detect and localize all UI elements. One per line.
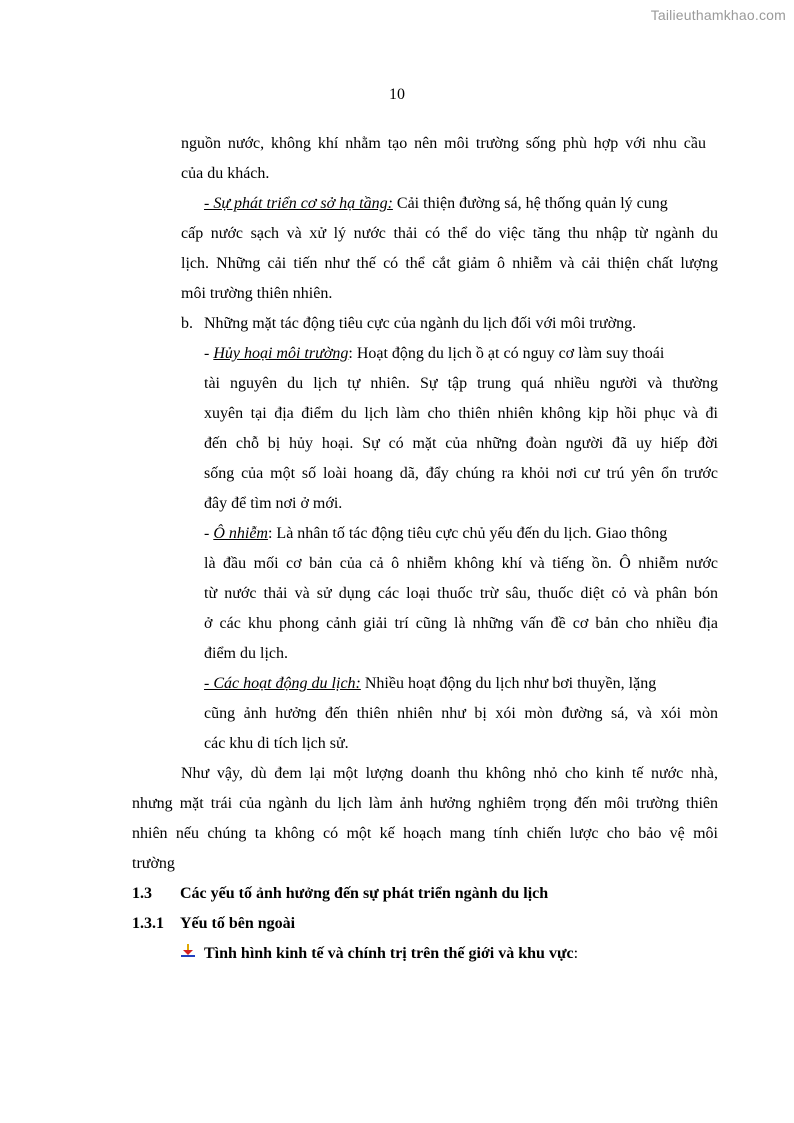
text-line: tài nguyên du lịch tự nhiên. Sự tập trung quá nhiều người và thường <box>204 375 718 392</box>
text-line: - Ô nhiễm: Là nhân tố tác động tiêu cực chủ yếu đến du lịch. Giao thông <box>204 525 668 542</box>
text-line: điểm du lịch. <box>204 645 288 662</box>
page-number: 10 <box>389 86 405 103</box>
text-line: nhiên nếu chúng ta không có một kế hoạch mang tính chiến lược cho bảo vệ môi <box>132 825 718 842</box>
text-line: của du khách. <box>181 165 270 182</box>
text-line: đến chỗ bị hủy hoại. Sự có mặt của những đoàn người đã uy hiếp đời <box>204 435 718 452</box>
bullet-heading: Tình hình kinh tế và chính trị trên thế giới và khu vực: <box>204 945 579 962</box>
subsection-number: 1.3.1 <box>132 915 164 932</box>
text-line: cấp nước sạch và xử lý nước thải có thể do việc tăng thu nhập từ ngành du <box>181 225 718 242</box>
watermark: Tailieuthamkhao.com <box>650 7 786 23</box>
text-line: - Sự phát triển cơ sở hạ tầng: Cải thiện đường sá, hệ thống quản lý cung <box>204 195 668 212</box>
text-line: cũng ảnh hưởng đến thiên nhiên như bị xói mòn đường sá, và xói mòn <box>204 705 718 722</box>
text-line: từ nước thải và sử dụng các loại thuốc trừ sâu, thuốc diệt cỏ và phân bón <box>204 585 718 602</box>
section-number: 1.3 <box>132 885 152 902</box>
text-line: xuyên tại địa điểm du lịch làm cho thiên nhiên không kịp hồi phục và đi <box>204 405 718 422</box>
subsection-label: - Các hoạt động du lịch: <box>204 675 361 692</box>
section-heading <box>132 884 548 904</box>
subsection-label: Hủy hoại môi trường <box>213 345 349 362</box>
text-line: - Hủy hoại môi trường: Hoạt động du lịch ồ ạt có nguy cơ làm suy thoái <box>204 345 665 362</box>
text-line: môi trường thiên nhiên. <box>181 285 333 302</box>
subsection-label: Ô nhiễm <box>213 525 268 542</box>
text-line: là đầu mối cơ bản của cả ô nhiễm không khí và tiếng ồn. Ô nhiễm nước <box>204 555 718 572</box>
text-line: ở các khu phong cảnh giải trí cũng là những vấn đề cơ bản cho nhiều địa <box>204 615 718 632</box>
bullet-heading-text: Tình hình kinh tế và chính trị trên thế giới và khu vực <box>204 945 574 962</box>
subsection-title: Yếu tố bên ngoài <box>180 915 296 932</box>
list-marker: b. <box>181 315 193 332</box>
subsection-heading <box>132 914 295 934</box>
text-line: Những mặt tác động tiêu cực của ngành du lịch đối với môi trường. <box>204 315 637 332</box>
text-line: nguồn nước, không khí nhằm tạo nên môi trường sống phù hợp với nhu cầu <box>181 135 706 152</box>
text-line: trường <box>132 855 175 872</box>
text-line: sống của một số loài hoang dã, đẩy chúng ra khỏi nơi cư trú yên ổn trước <box>204 465 718 482</box>
text-line: Như vậy, dù đem lại một lượng doanh thu không nhỏ cho kinh tế nước nhà, <box>181 765 718 782</box>
subsection-label: - Sự phát triển cơ sở hạ tầng: <box>204 195 393 212</box>
text-line: - Các hoạt động du lịch: Nhiều hoạt động du lịch như bơi thuyền, lặng <box>204 675 657 692</box>
section-title: Các yếu tố ảnh hưởng đến sự phát triển ngành du lịch <box>180 885 549 902</box>
arrow-bullet-icon <box>181 944 195 958</box>
text-line: các khu di tích lịch sử. <box>204 735 349 752</box>
text-line: đây để tìm nơi ở mới. <box>204 495 343 512</box>
text-line: nhưng mặt trái của ngành du lịch làm ảnh hưởng nghiêm trọng đến môi trường thiên <box>132 795 718 812</box>
text-line: lịch. Những cải tiến như thế có thể cắt giảm ô nhiễm và cải thiện chất lượng <box>181 255 718 272</box>
